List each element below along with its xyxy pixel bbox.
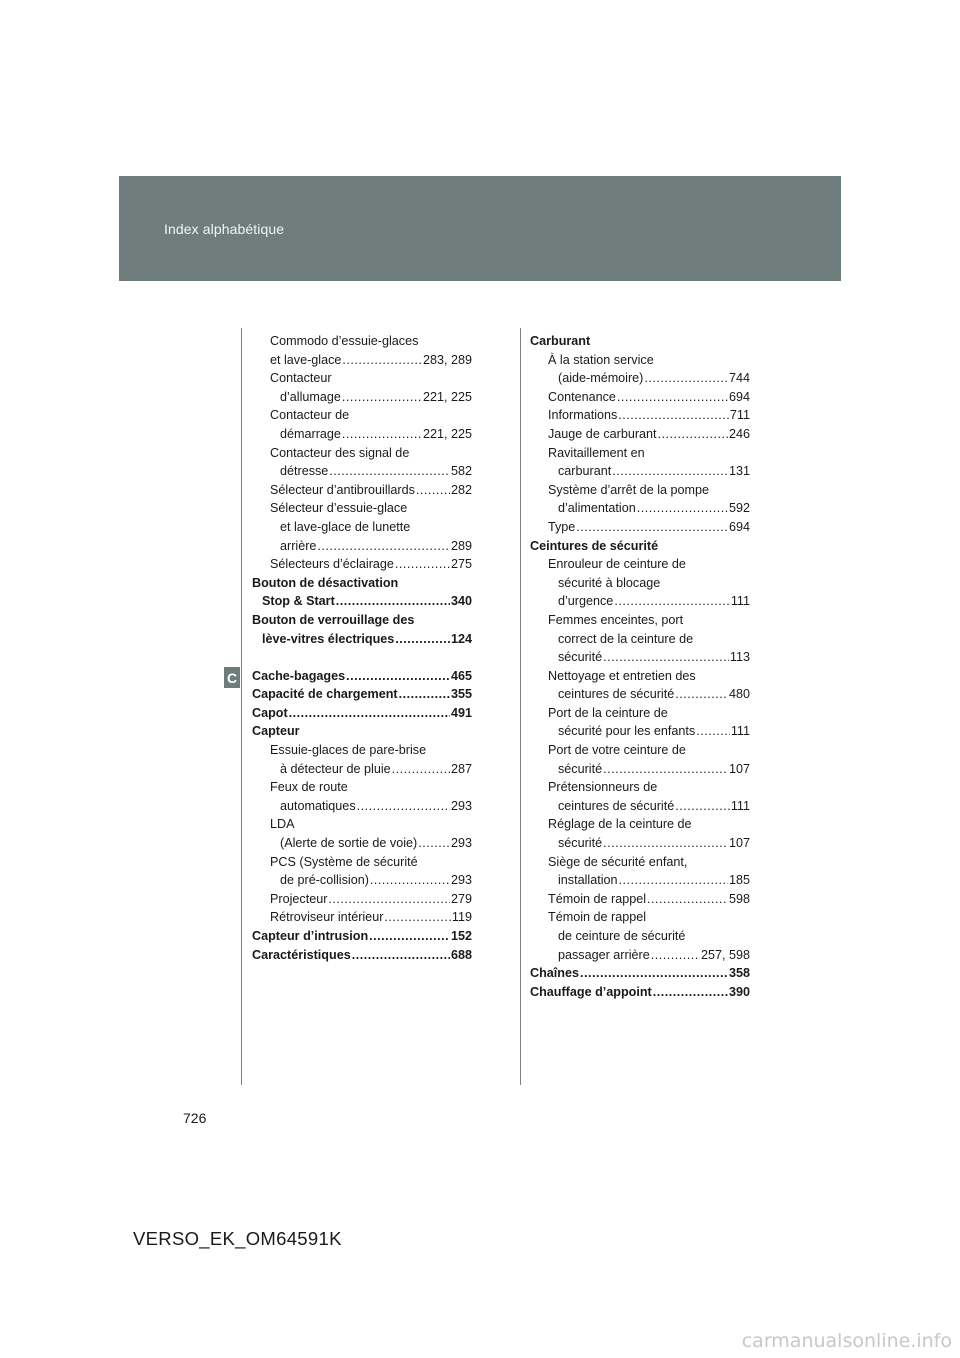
entry-text: Cache-bagages (252, 668, 346, 683)
entry-text: correct de la ceinture de (558, 631, 694, 646)
page-ref-link[interactable]: 289 (450, 538, 472, 553)
entry-text: sécurité à blocage (558, 575, 661, 590)
index-entry-line (252, 444, 472, 463)
entry-text: Caractéristiques (252, 947, 351, 962)
index-entry-line (252, 927, 472, 946)
index-entry-line (252, 741, 472, 760)
index-entry-line (530, 555, 750, 574)
entry-text: Témoin de rappel (548, 910, 647, 925)
entry-text: Carburant (530, 334, 591, 348)
index-entry-line (252, 815, 472, 834)
leader-dots (651, 946, 700, 965)
index-entry-line (252, 425, 472, 444)
entry-text: Système d’arrêt de la pompe (548, 482, 710, 497)
index-entry-line (530, 351, 750, 370)
column-divider-left (241, 328, 242, 1085)
watermark: carmanualsonline.info (741, 1330, 952, 1352)
index-entry-line (252, 685, 472, 704)
page-ref-link[interactable]: 694 (728, 519, 750, 534)
index-entry-line (252, 853, 472, 872)
index-entry-line (252, 760, 472, 779)
page-ref-link[interactable]: 257, 598 (700, 947, 750, 962)
index-entry-line (530, 406, 750, 425)
leader-dots (342, 388, 422, 407)
alphabet-tab[interactable]: C (224, 667, 240, 688)
entry-text: Sélecteur d’essuie-glace (270, 501, 408, 516)
leader-dots (336, 592, 450, 611)
leader-dots (603, 834, 728, 853)
leader-dots (342, 425, 422, 444)
index-entry-line (252, 369, 472, 388)
page-ref-link[interactable]: 592 (728, 501, 750, 516)
entry-text: Essuie-glaces de pare-brise (270, 743, 427, 758)
leader-dots (392, 760, 450, 779)
index-entry-line (252, 704, 472, 723)
index-entry-line (530, 834, 750, 853)
index-entry-line (252, 518, 472, 537)
index-entry-line (530, 685, 750, 704)
entry-text: Bouton de désactivation (252, 575, 399, 590)
entry-text: Ravitaillement en (548, 445, 645, 460)
entry-text: et lave-glace de lunette (280, 519, 411, 534)
index-entry-line (252, 332, 472, 351)
entry-text: et lave-glace (270, 352, 342, 367)
entry-text: d’alimentation (558, 501, 636, 516)
page-ref-link[interactable]: 390 (728, 984, 750, 999)
entry-text: Chaînes (530, 966, 579, 981)
leader-dots (384, 908, 451, 927)
leader-dots (653, 983, 728, 1002)
index-entry-line (252, 611, 472, 630)
page-ref-link[interactable]: 113 (729, 650, 750, 665)
page-ref-link[interactable]: 185 (728, 873, 750, 888)
leader-dots (637, 499, 728, 518)
entry-text: Contacteur de (270, 408, 350, 423)
entry-text: Sélecteurs d’éclairage (270, 557, 394, 572)
entry-text: arrière (280, 538, 317, 553)
entry-text: Ceintures de sécurité (530, 538, 659, 553)
entry-text: ceintures de sécurité (558, 687, 675, 702)
index-entry-line (530, 704, 750, 723)
leader-dots (329, 462, 450, 481)
entry-text: Contacteur (270, 371, 332, 386)
page-ref-link[interactable]: 358 (728, 966, 750, 981)
document-code: VERSO_EK_OM64591K (133, 1228, 342, 1249)
index-entry-line (252, 908, 472, 927)
entry-text: ceintures de sécurité (558, 798, 675, 813)
page-ref-link[interactable]: 355 (450, 687, 472, 702)
index-entry-line (530, 964, 750, 983)
entry-text: (Alerte de sortie de voie) (280, 836, 418, 851)
entry-text: (aide-mémoire) (558, 371, 644, 386)
entry-text: Commodo d’essuie-glaces (270, 334, 419, 348)
entry-text: Siège de sécurité enfant, (548, 854, 688, 869)
page-ref-link[interactable]: 246 (728, 426, 750, 441)
header-band (119, 176, 841, 281)
index-entry-line (252, 890, 472, 909)
leader-dots (617, 388, 728, 407)
entry-text: PCS (Système de sécurité (270, 854, 418, 869)
index-entry-line (252, 351, 472, 370)
page-ref-link[interactable]: 688 (450, 947, 472, 962)
index-entry-line (530, 332, 750, 351)
index-entry-line (530, 611, 750, 630)
page-ref-link[interactable]: 598 (728, 891, 750, 906)
leader-dots (346, 667, 450, 686)
index-entry-line (252, 871, 472, 890)
leader-dots (576, 518, 728, 537)
index-entry-line (252, 797, 472, 816)
entry-text: Stop & Start (262, 594, 335, 609)
leader-dots (369, 927, 450, 946)
index-entry-line (530, 815, 750, 834)
leader-dots (416, 481, 450, 500)
index-entry-line (252, 499, 472, 518)
index-entry-line (530, 499, 750, 518)
page-ref-link[interactable]: 152 (450, 929, 472, 943)
entry-text: Capot (252, 705, 288, 720)
entry-text: Femmes enceintes, port (548, 612, 684, 627)
leader-dots (675, 797, 730, 816)
page-ref-link[interactable]: 744 (728, 371, 750, 386)
index-entry-line (530, 983, 750, 1002)
entry-text: automatiques (280, 798, 356, 813)
page-ref-link[interactable]: 111 (730, 798, 750, 813)
index-gap (252, 648, 472, 667)
index-entry-line (252, 388, 472, 407)
leader-dots (342, 351, 422, 370)
leader-dots (580, 964, 728, 983)
page-ref-link[interactable]: 107 (728, 761, 750, 776)
index-entry-line (530, 722, 750, 741)
index-entry-line (530, 890, 750, 909)
page-ref-link[interactable]: 694 (728, 389, 750, 404)
leader-dots (619, 871, 728, 890)
entry-text: passager arrière (558, 947, 650, 962)
entry-text: carburant (558, 464, 612, 479)
entry-text: détresse (280, 464, 329, 479)
leader-dots (395, 630, 450, 649)
entry-text: démarrage (280, 426, 341, 441)
index-entry-line (530, 648, 750, 667)
page-ref-link[interactable]: 221, 225 (422, 389, 472, 404)
column-divider-right (520, 328, 521, 1085)
leader-dots (395, 555, 450, 574)
index-entry-line (252, 778, 472, 797)
index-entry-line (530, 574, 750, 593)
index-entry-line (252, 834, 472, 853)
entry-text: sécurité (558, 650, 603, 665)
page-ref-link[interactable]: 282 (450, 482, 472, 497)
entry-text: Informations (548, 408, 618, 423)
index-entry-line (530, 667, 750, 686)
page-ref-link[interactable]: 124 (450, 631, 472, 646)
index-column-left (252, 332, 472, 964)
page-ref-link[interactable]: 582 (450, 464, 472, 479)
index-entry-line (252, 630, 472, 649)
index-entry-line (530, 797, 750, 816)
index-entry-line (252, 462, 472, 481)
index-entry-line (530, 481, 750, 500)
index-entry-line (530, 630, 750, 649)
index-entry-line (530, 760, 750, 779)
leader-dots (352, 946, 450, 965)
page-ref-link[interactable]: 711 (729, 408, 750, 423)
leader-dots (675, 685, 728, 704)
leader-dots (618, 406, 729, 425)
entry-text: Bouton de verrouillage des (252, 612, 415, 627)
page-ref-link[interactable]: 107 (728, 836, 750, 851)
index-entry-line (530, 537, 750, 556)
page-ref-link[interactable]: 275 (450, 557, 472, 572)
entry-text: Enrouleur de ceinture de (548, 557, 686, 572)
page-ref-link[interactable]: 287 (450, 761, 472, 776)
leader-dots (418, 834, 450, 853)
index-entry-line (252, 722, 472, 741)
entry-text: Port de votre ceinture de (548, 743, 686, 758)
leader-dots (612, 462, 728, 481)
index-column-right (530, 332, 750, 1001)
section-title: Index alphabétique (164, 221, 285, 237)
page-ref-link[interactable]: 283, 289 (422, 352, 472, 367)
entry-text: Contacteur des signal de (270, 445, 410, 460)
page-ref-link[interactable]: 465 (450, 668, 472, 683)
entry-text: Prétensionneurs de (548, 780, 658, 795)
index-entry-line (530, 592, 750, 611)
leader-dots (603, 760, 728, 779)
index-entry-line (252, 574, 472, 593)
index-entry-line (530, 425, 750, 444)
index-entry-line (252, 592, 472, 611)
index-entry-line (530, 908, 750, 927)
leader-dots (289, 704, 450, 723)
page-ref-link[interactable]: 293 (450, 798, 472, 813)
index-entry-line (252, 406, 472, 425)
leader-dots (647, 890, 728, 909)
page-ref-link[interactable]: 293 (450, 836, 472, 851)
index-entry-line (252, 946, 472, 965)
index-entry-line (530, 946, 750, 965)
index-entry-line (252, 555, 472, 574)
page-ref-link[interactable]: 111 (730, 724, 750, 739)
index-entry-line (530, 518, 750, 537)
index-entry-line (252, 481, 472, 500)
leader-dots (317, 537, 450, 556)
leader-dots (696, 722, 730, 741)
page-ref-link[interactable]: 293 (450, 873, 472, 888)
entry-text: Témoin de rappel (548, 891, 647, 906)
entry-text: Feux de route (270, 780, 348, 795)
index-entry-line (530, 462, 750, 481)
entry-text: sécurité pour les enfants (558, 724, 696, 739)
index-entry-line (252, 667, 472, 686)
page-ref-link[interactable]: 131 (728, 464, 750, 479)
entry-text: d’allumage (280, 389, 341, 404)
leader-dots (644, 369, 728, 388)
page-ref-link[interactable]: 480 (728, 687, 750, 702)
entry-text: Contenance (548, 389, 616, 404)
entry-text: À la station service (548, 352, 654, 367)
entry-text: de ceinture de sécurité (558, 929, 686, 943)
entry-text: Type (548, 519, 576, 534)
entry-text: à détecteur de pluie (280, 761, 391, 776)
page-ref-link[interactable]: 119 (451, 910, 472, 925)
entry-text: Rétroviseur intérieur (270, 910, 384, 925)
index-entry-line (530, 778, 750, 797)
entry-text: installation (558, 873, 618, 888)
page-ref-link[interactable]: 491 (450, 705, 472, 720)
leader-dots (370, 871, 450, 890)
entry-text: Capteur (252, 724, 300, 739)
index-entry-line (252, 537, 472, 556)
leader-dots (399, 685, 450, 704)
entry-text: Réglage de la ceinture de (548, 817, 692, 832)
entry-text: sécurité (558, 761, 603, 776)
entry-text: Chauffage d’appoint (530, 984, 652, 999)
page-ref-link[interactable]: 279 (450, 891, 472, 906)
index-entry-line (530, 741, 750, 760)
entry-text: d’urgence (558, 594, 614, 609)
leader-dots (658, 425, 728, 444)
page-ref-link[interactable]: 340 (450, 594, 472, 609)
index-entry-line (530, 853, 750, 872)
entry-text: Projecteur (270, 891, 328, 906)
index-entry-line (530, 871, 750, 890)
index-entry-line (530, 927, 750, 946)
entry-text: sécurité (558, 836, 603, 851)
entry-text: Jauge de carburant (548, 426, 657, 441)
leader-dots (614, 592, 730, 611)
page-ref-link[interactable]: 111 (730, 594, 750, 609)
index-entry-line (530, 388, 750, 407)
entry-text: Capacité de chargement (252, 687, 398, 702)
leader-dots (328, 890, 450, 909)
entry-text: LDA (270, 817, 295, 832)
entry-text: de pré-collision) (280, 873, 369, 888)
index-entry-line (530, 369, 750, 388)
entry-text: Sélecteur d’antibrouillards (270, 482, 415, 497)
entry-text: Port de la ceinture de (548, 705, 668, 720)
page-number: 726 (183, 1110, 207, 1126)
entry-text: Capteur d’intrusion (252, 929, 369, 943)
entry-text: Nettoyage et entretien des (548, 668, 696, 683)
leader-dots (357, 797, 450, 816)
entry-text: lève-vitres électriques (262, 631, 395, 646)
leader-dots (603, 648, 729, 667)
index-entry-line (530, 444, 750, 463)
page-ref-link[interactable]: 221, 225 (422, 426, 472, 441)
